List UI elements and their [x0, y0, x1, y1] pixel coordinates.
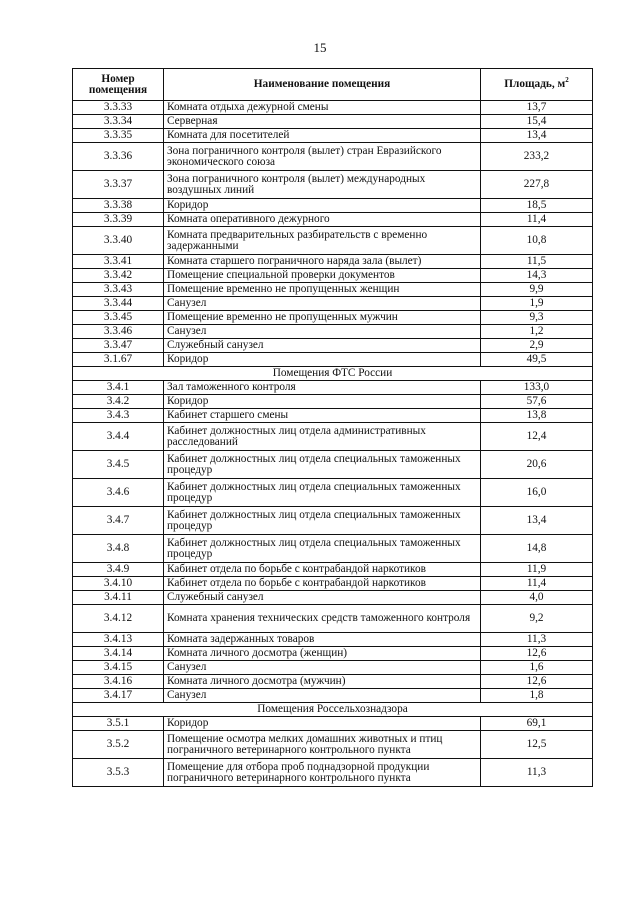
room-number: 3.4.3: [73, 409, 164, 423]
room-area: 1,6: [481, 661, 593, 675]
room-name: Зона пограничного контроля (вылет) стран Евразийского экономического союза: [164, 143, 481, 171]
table-row: [73, 325, 593, 339]
room-name: Санузел: [164, 661, 481, 675]
room-number: 3.3.43: [73, 283, 164, 297]
room-number: 3.3.46: [73, 325, 164, 339]
room-number: 3.3.45: [73, 311, 164, 325]
room-number: 3.5.1: [73, 717, 164, 731]
room-number: 3.4.2: [73, 395, 164, 409]
room-number: 3.4.4: [73, 423, 164, 451]
room-area: 12,4: [481, 423, 593, 451]
room-name: Комната хранения технических средств таможенного контроля: [164, 605, 481, 633]
table-row: [73, 199, 593, 213]
room-area: 1,9: [481, 297, 593, 311]
room-name: Комната предварительных разбирательств с временно задержанными: [164, 227, 481, 255]
room-name: Комната личного досмотра (женщин): [164, 647, 481, 661]
room-name: Коридор: [164, 199, 481, 213]
room-area: 57,6: [481, 395, 593, 409]
room-name: Кабинет отдела по борьбе с контрабандой наркотиков: [164, 563, 481, 577]
room-area: 12,6: [481, 675, 593, 689]
room-number: 3.3.44: [73, 297, 164, 311]
room-number: 3.4.8: [73, 535, 164, 563]
table-row: [73, 647, 593, 661]
room-name: Кабинет должностных лиц отдела административных расследований: [164, 423, 481, 451]
room-area: 11,4: [481, 213, 593, 227]
room-area: 133,0: [481, 381, 593, 395]
table-row: [73, 283, 593, 297]
table-row: [73, 661, 593, 675]
table-row: [73, 311, 593, 325]
room-area: 11,5: [481, 255, 593, 269]
room-name: Кабинет должностных лиц отдела специальных таможенных процедур: [164, 451, 481, 479]
room-name: Зона пограничного контроля (вылет) международных воздушных линий: [164, 171, 481, 199]
page-number: 15: [313, 40, 327, 55]
table-row: [73, 451, 593, 479]
room-number: 3.4.14: [73, 647, 164, 661]
room-name: Серверная: [164, 115, 481, 129]
room-area: 4,0: [481, 591, 593, 605]
room-area: 11,3: [481, 759, 593, 787]
room-area: 13,4: [481, 507, 593, 535]
table-row: [73, 115, 593, 129]
header-area: [481, 69, 593, 101]
room-name: Помещение осмотра мелких домашних животных и птиц пограничного ветеринарного контрольного пункта: [164, 731, 481, 759]
header-number-line1: Номер: [101, 72, 135, 85]
table-row: [73, 591, 593, 605]
room-area: 10,8: [481, 227, 593, 255]
table-row: [73, 409, 593, 423]
room-name: Кабинет должностных лиц отдела специальных таможенных процедур: [164, 479, 481, 507]
room-name: Кабинет должностных лиц отдела специальных таможенных процедур: [164, 507, 481, 535]
room-name: Коридор: [164, 717, 481, 731]
room-area: 14,8: [481, 535, 593, 563]
room-number: 3.4.17: [73, 689, 164, 703]
room-name: Помещение для отбора проб поднадзорной продукции пограничного ветеринарного контрольного пункта: [164, 759, 481, 787]
table-row: [73, 353, 593, 367]
section-header-row: [73, 367, 593, 381]
room-name: Комната отдыха дежурной смены: [164, 101, 481, 115]
room-name: Комната старшего пограничного наряда зала (вылет): [164, 255, 481, 269]
room-area: 15,4: [481, 115, 593, 129]
room-area: 233,2: [481, 143, 593, 171]
header-number: [73, 69, 164, 101]
room-number: 3.3.40: [73, 227, 164, 255]
table-row: [73, 339, 593, 353]
room-area: 11,4: [481, 577, 593, 591]
room-area: 13,4: [481, 129, 593, 143]
table-row: [73, 759, 593, 787]
room-number: 3.3.38: [73, 199, 164, 213]
room-area: 20,6: [481, 451, 593, 479]
room-name: Зал таможенного контроля: [164, 381, 481, 395]
room-area: 69,1: [481, 717, 593, 731]
room-name: Комната личного досмотра (мужчин): [164, 675, 481, 689]
header-area-label: Площадь, м: [504, 78, 566, 91]
room-number: 3.4.7: [73, 507, 164, 535]
room-number: 3.4.13: [73, 633, 164, 647]
table-row: [73, 101, 593, 115]
table-row: [73, 171, 593, 199]
room-area: 13,8: [481, 409, 593, 423]
table-row: [73, 255, 593, 269]
table-row: [73, 269, 593, 283]
table-row: [73, 227, 593, 255]
room-area: 13,7: [481, 101, 593, 115]
table-row: [73, 577, 593, 591]
table-row: [73, 731, 593, 759]
room-number: 3.5.3: [73, 759, 164, 787]
section-title: Помещения Россельхознадзора: [73, 703, 593, 717]
header-name: Наименование помещения: [164, 69, 481, 101]
room-area: 11,9: [481, 563, 593, 577]
section-header-row: [73, 703, 593, 717]
room-number: 3.3.35: [73, 129, 164, 143]
table-row: [73, 507, 593, 535]
room-area: 12,6: [481, 647, 593, 661]
table-row: [73, 143, 593, 171]
room-number: 3.3.42: [73, 269, 164, 283]
room-number: 3.3.36: [73, 143, 164, 171]
room-number: 3.4.5: [73, 451, 164, 479]
room-number: 3.4.15: [73, 661, 164, 675]
table-row: [73, 395, 593, 409]
room-area: 9,3: [481, 311, 593, 325]
room-area: 9,9: [481, 283, 593, 297]
table-row: [73, 563, 593, 577]
table-row: [73, 717, 593, 731]
room-area: 11,3: [481, 633, 593, 647]
table-row: [73, 129, 593, 143]
table-row: [73, 423, 593, 451]
room-name: Комната задержанных товаров: [164, 633, 481, 647]
table-row: [73, 633, 593, 647]
room-number: 3.3.37: [73, 171, 164, 199]
header-area-sup: 2: [565, 76, 569, 85]
room-name: Помещение специальной проверки документов: [164, 269, 481, 283]
table-row: [73, 605, 593, 633]
room-area: 18,5: [481, 199, 593, 213]
room-area: 49,5: [481, 353, 593, 367]
room-name: Кабинет старшего смены: [164, 409, 481, 423]
room-number: 3.4.10: [73, 577, 164, 591]
room-name: Санузел: [164, 297, 481, 311]
room-name: Помещение временно не пропущенных женщин: [164, 283, 481, 297]
table-row: [73, 213, 593, 227]
room-number: 3.3.41: [73, 255, 164, 269]
room-number: 3.4.16: [73, 675, 164, 689]
room-name: Помещение временно не пропущенных мужчин: [164, 311, 481, 325]
room-name: Служебный санузел: [164, 339, 481, 353]
table-row: [73, 479, 593, 507]
room-area: 12,5: [481, 731, 593, 759]
rooms-table: [72, 68, 593, 787]
room-area: 14,3: [481, 269, 593, 283]
room-number: 3.4.1: [73, 381, 164, 395]
room-number: 3.5.2: [73, 731, 164, 759]
room-number: 3.4.12: [73, 605, 164, 633]
room-name: Комната для посетителей: [164, 129, 481, 143]
room-area: 2,9: [481, 339, 593, 353]
room-name: Кабинет должностных лиц отдела специальных таможенных процедур: [164, 535, 481, 563]
room-number: 3.3.33: [73, 101, 164, 115]
room-area: 227,8: [481, 171, 593, 199]
table-header-row: [73, 69, 593, 101]
room-area: 1,2: [481, 325, 593, 339]
room-number: 3.4.6: [73, 479, 164, 507]
room-area: 16,0: [481, 479, 593, 507]
room-number: 3.3.39: [73, 213, 164, 227]
room-number: 3.3.47: [73, 339, 164, 353]
table-row: [73, 689, 593, 703]
table-row: [73, 297, 593, 311]
header-number-line2: помещения: [88, 84, 148, 96]
room-name: Служебный санузел: [164, 591, 481, 605]
room-area: 9,2: [481, 605, 593, 633]
room-area: 1,8: [481, 689, 593, 703]
room-number: 3.4.11: [73, 591, 164, 605]
table-body: [73, 101, 593, 787]
room-name: Коридор: [164, 353, 481, 367]
room-name: Санузел: [164, 325, 481, 339]
table-row: [73, 675, 593, 689]
room-name: Санузел: [164, 689, 481, 703]
room-name: Коридор: [164, 395, 481, 409]
room-number: 3.4.9: [73, 563, 164, 577]
table-row: [73, 381, 593, 395]
room-number: 3.1.67: [73, 353, 164, 367]
room-name: Кабинет отдела по борьбе с контрабандой наркотиков: [164, 577, 481, 591]
section-title: Помещения ФТС России: [73, 367, 593, 381]
room-name: Комната оперативного дежурного: [164, 213, 481, 227]
room-number: 3.3.34: [73, 115, 164, 129]
table-row: [73, 535, 593, 563]
